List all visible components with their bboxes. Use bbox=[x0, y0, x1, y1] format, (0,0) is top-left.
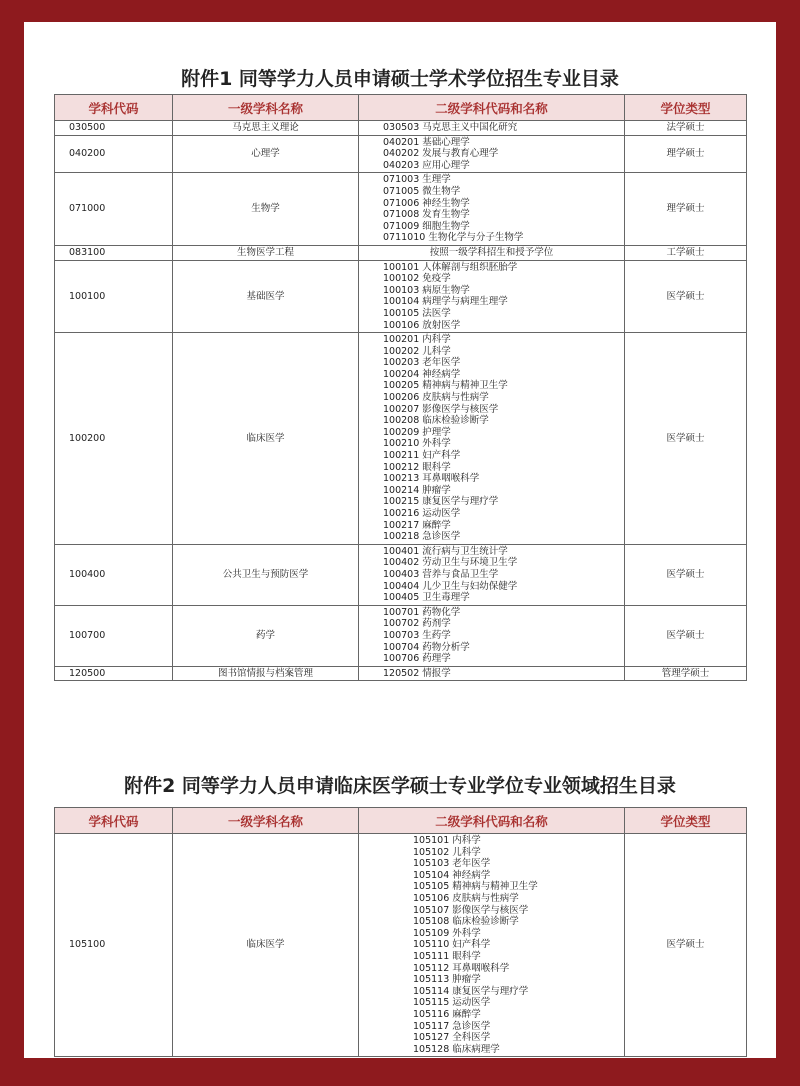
table-row bbox=[55, 544, 747, 605]
second-level-item: 105105 精神病与精神卫生学 bbox=[413, 881, 538, 893]
subject-code-cell: 030500 bbox=[55, 121, 173, 136]
table-row bbox=[55, 135, 747, 173]
second-level-item: 071006 神经生物学 bbox=[383, 197, 470, 209]
table-header-row bbox=[55, 95, 747, 121]
second-level-item: 100209 护理学 bbox=[383, 426, 451, 438]
degree-type-cell: 管理学硕士 bbox=[625, 666, 747, 681]
second-level-item: 100210 外科学 bbox=[383, 438, 451, 450]
second-level-item: 100218 急诊医学 bbox=[383, 531, 461, 543]
second-level-item: 100706 药理学 bbox=[383, 653, 451, 665]
first-level-name-cell: 基础医学 bbox=[173, 260, 359, 333]
second-level-item: 105127 全科医学 bbox=[413, 1032, 491, 1044]
second-level-item: 100405 卫生毒理学 bbox=[383, 592, 470, 604]
table-row bbox=[55, 605, 747, 666]
second-level-item: 100212 眼科学 bbox=[383, 461, 451, 473]
second-level-item: 100216 运动医学 bbox=[383, 508, 461, 519]
degree-type-cell: 医学硕士 bbox=[625, 260, 747, 333]
degree-type-cell: 工学硕士 bbox=[625, 245, 747, 260]
second-level-item: 105103 老年医学 bbox=[413, 858, 491, 870]
second-level-list-cell bbox=[359, 834, 625, 1057]
table-row bbox=[55, 260, 747, 333]
second-level-item: 100402 劳动卫生与环境卫生学 bbox=[383, 557, 518, 569]
second-level-item: 100217 麻醉学 bbox=[383, 519, 451, 531]
second-level-list-cell bbox=[359, 666, 625, 681]
second-level-item: 105116 麻醉学 bbox=[413, 1008, 481, 1020]
second-level-list-cell bbox=[359, 121, 625, 136]
second-level-list-cell bbox=[359, 605, 625, 666]
first-level-name-cell: 药学 bbox=[173, 605, 359, 666]
second-level-item: 100403 营养与食品卫生学 bbox=[383, 568, 499, 580]
second-level-item: 100103 病原生物学 bbox=[383, 284, 470, 296]
subject-code-cell: 100400 bbox=[55, 544, 173, 605]
header-first-level-name: 一级学科名称 bbox=[173, 95, 359, 121]
second-level-item: 100207 影像医学与核医学 bbox=[383, 403, 499, 415]
second-level-item: 100205 精神病与精神卫生学 bbox=[383, 380, 508, 392]
second-level-item: 071003 生理学 bbox=[383, 174, 451, 186]
second-level-item: 100214 肿瘤学 bbox=[383, 484, 451, 496]
second-level-item: 105109 外科学 bbox=[413, 927, 481, 939]
second-level-item: 105108 临床检验诊断学 bbox=[413, 916, 519, 928]
second-level-item: 105115 运动医学 bbox=[413, 997, 491, 1009]
second-level-item: 105106 皮肤病与性病学 bbox=[413, 892, 519, 904]
first-level-name-cell: 临床医学 bbox=[173, 333, 359, 545]
second-level-item: 100202 儿科学 bbox=[383, 345, 451, 357]
degree-type-cell: 法学硕士 bbox=[625, 121, 747, 136]
table-row bbox=[55, 333, 747, 545]
second-level-list-cell bbox=[359, 135, 625, 173]
table2 bbox=[54, 807, 747, 1057]
first-level-name-cell: 心理学 bbox=[173, 135, 359, 173]
degree-type-cell: 理学硕士 bbox=[625, 135, 747, 173]
document-page bbox=[24, 22, 776, 1058]
header-degree-type: 学位类型 bbox=[625, 808, 747, 834]
first-level-name-cell: 临床医学 bbox=[173, 834, 359, 1057]
header-subject-code: 学科代码 bbox=[55, 808, 173, 834]
first-level-name-cell: 马克思主义理论 bbox=[173, 121, 359, 136]
second-level-item: 100704 药物分析学 bbox=[383, 641, 470, 653]
second-level-item: 105114 康复医学与理疗学 bbox=[413, 985, 529, 997]
second-level-item: 100208 临床检验诊断学 bbox=[383, 415, 489, 427]
second-level-item: 040201 基础心理学 bbox=[383, 136, 470, 148]
second-level-item: 100703 生药学 bbox=[383, 629, 451, 641]
second-level-list-cell bbox=[359, 173, 625, 246]
table1 bbox=[54, 94, 747, 681]
second-level-list-cell bbox=[359, 260, 625, 333]
second-level-item: 105117 急诊医学 bbox=[413, 1020, 491, 1032]
second-level-item: 100204 神经病学 bbox=[383, 368, 461, 380]
degree-type-cell: 医学硕士 bbox=[625, 333, 747, 545]
second-level-item: 100203 老年医学 bbox=[383, 357, 461, 369]
second-level-item: 120502 情报学 bbox=[383, 667, 451, 679]
subject-code-cell: 105100 bbox=[55, 834, 173, 1057]
second-level-item: 100104 病理学与病理生理学 bbox=[383, 296, 508, 308]
table-row bbox=[55, 121, 747, 136]
header-second-level: 二级学科代码和名称 bbox=[359, 808, 625, 834]
second-level-item: 100101 人体解剖与组织胚胎学 bbox=[383, 261, 518, 273]
second-level-item: 100106 放射医学 bbox=[383, 319, 461, 331]
second-level-item: 105101 内科学 bbox=[413, 835, 481, 846]
subject-code-cell: 100100 bbox=[55, 260, 173, 333]
second-level-item: 105107 影像医学与核医学 bbox=[413, 904, 529, 916]
second-level-item: 100102 免疫学 bbox=[383, 273, 451, 285]
degree-type-cell: 医学硕士 bbox=[625, 544, 747, 605]
second-level-item: 100702 药剂学 bbox=[383, 618, 451, 630]
second-level-item: 100105 法医学 bbox=[383, 307, 451, 319]
subject-code-cell: 040200 bbox=[55, 135, 173, 173]
subject-code-cell: 071000 bbox=[55, 173, 173, 246]
second-level-list-cell bbox=[359, 245, 625, 260]
second-level-item: 105113 肿瘤学 bbox=[413, 974, 481, 986]
first-level-name-cell: 生物学 bbox=[173, 173, 359, 246]
degree-type-cell: 医学硕士 bbox=[625, 605, 747, 666]
first-level-name-cell: 生物医学工程 bbox=[173, 245, 359, 260]
subject-code-cell: 100200 bbox=[55, 333, 173, 545]
second-level-item: 105104 神经病学 bbox=[413, 869, 491, 881]
table-row bbox=[55, 173, 747, 246]
second-level-item: 105111 眼科学 bbox=[413, 950, 481, 962]
second-level-item: 100211 妇产科学 bbox=[383, 450, 461, 462]
header-degree-type: 学位类型 bbox=[625, 95, 747, 121]
degree-type-cell: 医学硕士 bbox=[625, 834, 747, 1057]
table1-title: 附件1 同等学力人员申请硕士学术学位招生专业目录 bbox=[181, 68, 619, 90]
table-row bbox=[55, 834, 747, 1057]
header-subject-code: 学科代码 bbox=[55, 95, 173, 121]
second-level-item: 100401 流行病与卫生统计学 bbox=[383, 545, 508, 557]
degree-type-cell: 理学硕士 bbox=[625, 173, 747, 246]
second-level-item: 0711010 生物化学与分子生物学 bbox=[383, 232, 524, 244]
second-level-item: 071009 细胞生物学 bbox=[383, 220, 470, 232]
first-level-name-cell: 公共卫生与预防医学 bbox=[173, 544, 359, 605]
table2-title: 附件2 同等学力人员申请临床医学硕士专业学位专业领域招生目录 bbox=[124, 775, 676, 797]
second-level-item: 040202 发展与教育心理学 bbox=[383, 148, 499, 160]
subject-code-cell: 083100 bbox=[55, 245, 173, 260]
second-level-item: 071008 发育生物学 bbox=[383, 209, 470, 221]
table-header-row bbox=[55, 808, 747, 834]
second-level-item: 100215 康复医学与理疗学 bbox=[383, 496, 499, 508]
second-level-item: 100404 儿少卫生与妇幼保健学 bbox=[383, 580, 518, 592]
second-level-item: 105128 临床病理学 bbox=[413, 1043, 500, 1055]
second-level-list-cell bbox=[359, 544, 625, 605]
second-level-item: 按照一级学科招生和授予学位 bbox=[429, 246, 554, 258]
table-row bbox=[55, 666, 747, 681]
second-level-item: 100206 皮肤病与性病学 bbox=[383, 392, 489, 404]
subject-code-cell: 120500 bbox=[55, 666, 173, 681]
second-level-item: 100201 内科学 bbox=[383, 334, 451, 346]
second-level-item: 105110 妇产科学 bbox=[413, 939, 491, 951]
second-level-item: 040203 应用心理学 bbox=[383, 159, 470, 171]
table-row bbox=[55, 245, 747, 260]
subject-code-cell: 100700 bbox=[55, 605, 173, 666]
header-first-level-name: 一级学科名称 bbox=[173, 808, 359, 834]
second-level-item: 100213 耳鼻咽喉科学 bbox=[383, 473, 480, 485]
first-level-name-cell: 图书馆情报与档案管理 bbox=[173, 666, 359, 681]
second-level-item: 100701 药物化学 bbox=[383, 606, 461, 618]
second-level-item: 071005 微生物学 bbox=[383, 185, 461, 197]
second-level-item: 030503 马克思主义中国化研究 bbox=[383, 122, 518, 133]
second-level-list-cell bbox=[359, 333, 625, 545]
second-level-item: 105112 耳鼻咽喉科学 bbox=[413, 962, 510, 974]
header-second-level: 二级学科代码和名称 bbox=[359, 95, 625, 121]
second-level-item: 105102 儿科学 bbox=[413, 846, 481, 858]
